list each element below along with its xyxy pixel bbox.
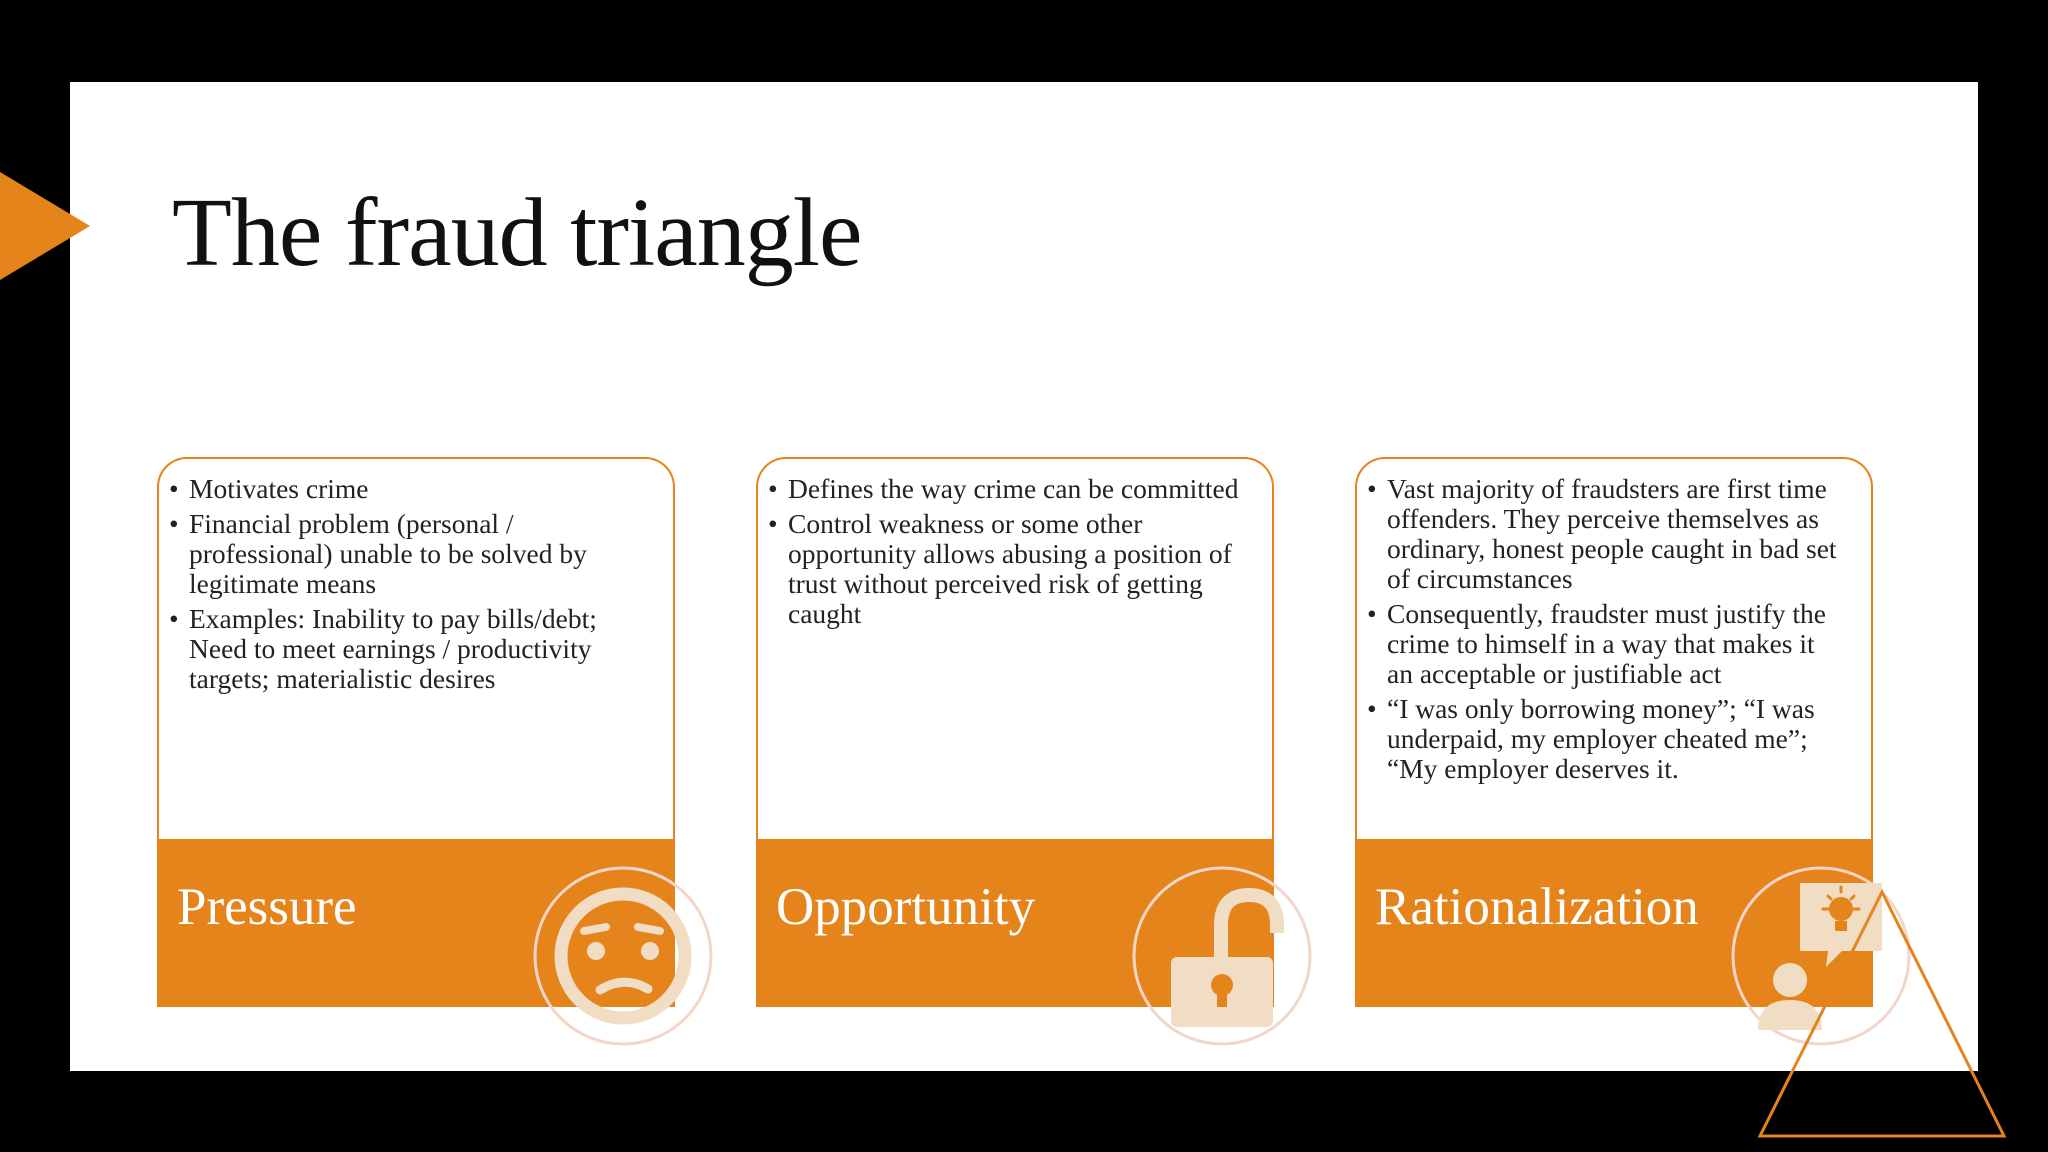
bullet-item: • Consequently, fraudster must justify the crime to himself in a way that makes it an acceptable or justifiable act [1387, 599, 1847, 689]
bullet-item: • Defines the way crime can be committed [788, 474, 1248, 504]
triangle-outline-icon [1754, 888, 2010, 1140]
bullet-item: • Financial problem (personal / professional) unable to be solved by legitimate means [189, 509, 649, 599]
slide [70, 82, 1978, 1071]
arrow-marker-icon [0, 172, 90, 280]
page-title: The fraud triangle [172, 179, 862, 287]
card-bullets-box [1355, 457, 1873, 839]
bullet-item: • Examples: Inability to pay bills/debt; Need to meet earnings / productivity targets; materialistic desires [189, 604, 649, 694]
card-pressure [157, 457, 675, 1007]
card-opportunity [756, 457, 1274, 1007]
card-bullets-box [157, 457, 675, 839]
open-padlock-icon [1131, 865, 1313, 1047]
card-label: Pressure [177, 878, 357, 936]
card-label: Opportunity [776, 878, 1036, 936]
bullet-list [1357, 459, 1871, 784]
bullet-item: • “I was only borrowing money”; “I was underpaid, my employer cheated me”; “My employer deserves it. [1387, 694, 1847, 784]
card-bullets-box [756, 457, 1274, 839]
worried-face-icon [532, 865, 714, 1047]
bullet-item: • Motivates crime [189, 474, 649, 504]
bullet-list [159, 459, 673, 694]
bullet-list [758, 459, 1272, 629]
card-label: Rationalization [1375, 878, 1699, 936]
bullet-item: • Vast majority of fraudsters are first time offenders. They perceive themselves as ordinary, honest people caught in bad set of circumstances [1387, 474, 1847, 594]
bullet-item: • Control weakness or some other opportunity allows abusing a position of trust without perceived risk of getting caught [788, 509, 1248, 629]
